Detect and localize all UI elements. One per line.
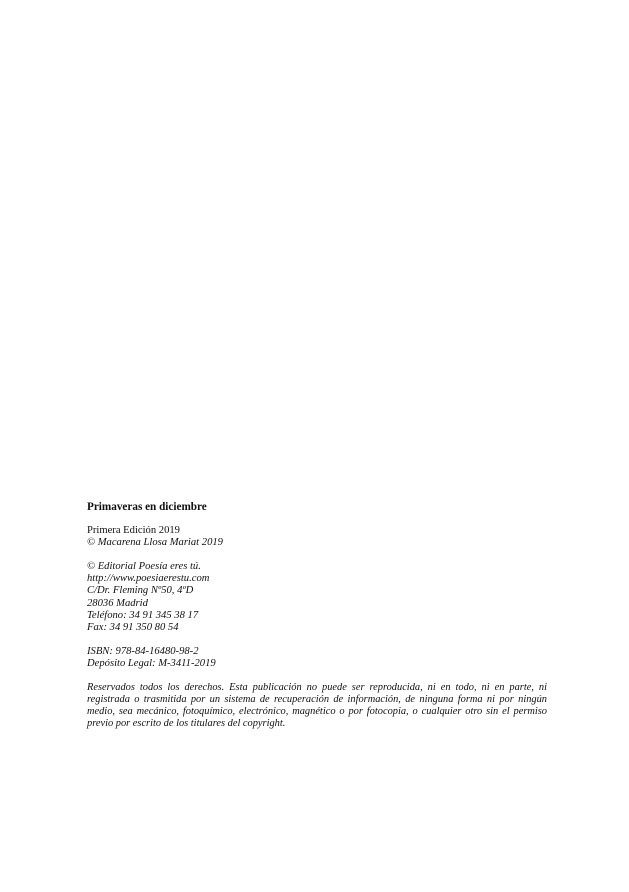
publisher-address: C/Dr. Fleming Nº50, 4ºD bbox=[87, 585, 194, 597]
book-title: Primaveras en diciembre bbox=[87, 501, 207, 513]
publisher-url: http://www.poesiaerestu.com bbox=[87, 573, 210, 585]
publisher-block bbox=[87, 561, 547, 634]
isbn: ISBN: 978-84-16480-98-2 bbox=[87, 645, 199, 657]
publisher-name: © Editorial Poesía eres tú. bbox=[87, 561, 201, 573]
edition-line: Primera Edición 2019 bbox=[87, 525, 180, 537]
copyright-colophon bbox=[87, 501, 547, 730]
publisher-phone: Teléfono: 34 91 345 38 17 bbox=[87, 609, 199, 621]
legal-deposit: Depósito Legal: M-3411-2019 bbox=[87, 657, 216, 669]
legal-block bbox=[87, 646, 547, 670]
rights-notice: Reservados todos los derechos. Esta publicación no puede ser reproducida, ni en todo, ni en parte, ni registrada o trasmitida por un sistema de recuperación de información, de ninguna forma ni por ningún medio, sea mecánico, fotoquímico, electrónico, magnético o por fotocopia, o cualquier otro sin el permiso previo por escrito de los titulares del copyright. bbox=[87, 682, 547, 730]
edition-block bbox=[87, 525, 547, 549]
author-copyright: © Macarena Llosa Mariat 2019 bbox=[87, 537, 223, 549]
publisher-city: 28036 Madrid bbox=[87, 597, 148, 609]
publisher-fax: Fax: 34 91 350 80 54 bbox=[87, 621, 179, 633]
